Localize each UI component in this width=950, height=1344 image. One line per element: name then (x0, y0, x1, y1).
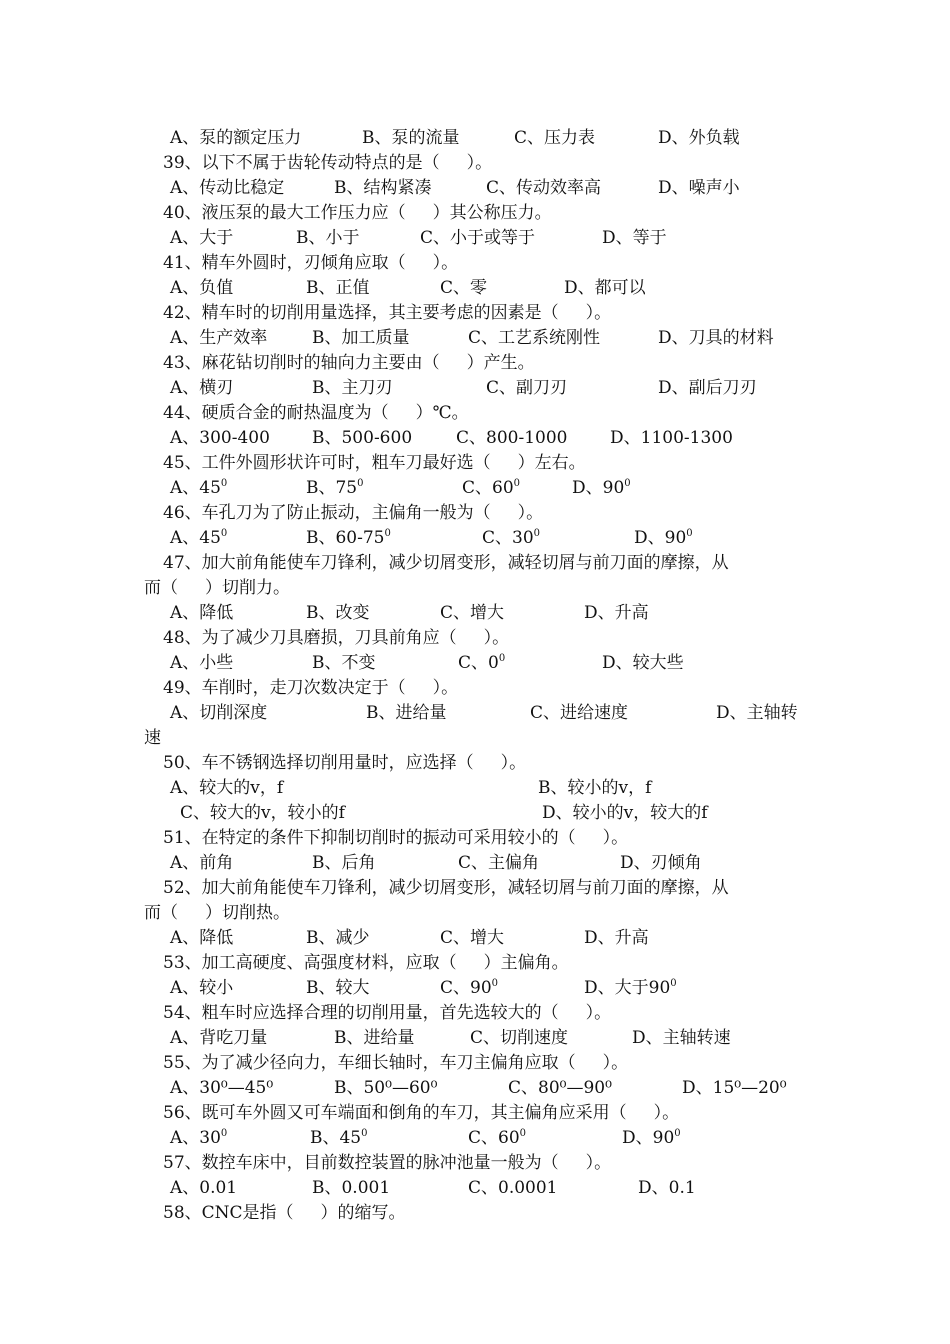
answer-option: D、$90^0$ (622, 1128, 681, 1148)
answer-option: B、后角 (312, 853, 376, 873)
answer-option: A、大于 (170, 228, 234, 248)
answer-option: A、较小 (170, 978, 234, 998)
answer-option: C、小于或等于 (420, 228, 536, 248)
answer-option: B、改变 (306, 603, 370, 623)
answer-option: A、传动比稳定 (170, 178, 285, 198)
answer-option: A、30⁰—45⁰ (170, 1078, 274, 1098)
answer-option: C、0.0001 (468, 1178, 558, 1198)
answer-option: B、加工质量 (312, 328, 410, 348)
answer-option: C、$0^0$ (458, 653, 506, 673)
answer-option: D、主轴转速 (632, 1028, 731, 1048)
answer-option: B、正值 (306, 278, 370, 298)
answer-option: A、切削深度 (170, 703, 268, 723)
answer-option: B、$45^0$ (310, 1128, 368, 1148)
degree-superscript: 0 (519, 1128, 527, 1139)
answer-option: C、$90^0$ (440, 978, 499, 998)
answer-option: A、$45^0$ (170, 528, 228, 548)
degree-superscript: 0 (384, 528, 391, 539)
answer-option: B、主刀刃 (312, 378, 393, 398)
question-text: 40、液压泵的最大工作压力应（ ）其公称压力。 (163, 203, 552, 223)
answer-option: B、较大 (306, 978, 370, 998)
question-text: 51、在特定的条件下抑制切削时的振动可采用较小的（ ）。 (163, 828, 629, 848)
answer-option: C、较大的v，较小的f (180, 803, 345, 823)
question-text: 47、加大前角能使车刀锋利，减少切屑变形，减轻切屑与前刀面的摩擦，从 (163, 553, 729, 573)
answer-option: A、前角 (170, 853, 234, 873)
answer-option: B、泵的流量 (362, 128, 460, 148)
answer-option: A、降低 (170, 928, 234, 948)
answer-option: D、$90^0$ (634, 528, 693, 548)
question-text: 46、车孔刀为了防止振动，主偏角一般为（ ）。 (163, 503, 544, 523)
question-text: 41、精车外圆时，刃倾角应取（ ）。 (163, 253, 459, 273)
answer-option: C、进给速度 (530, 703, 629, 723)
question-text: 55、为了减少径向力，车细长轴时，车刀主偏角应取（ ）。 (163, 1053, 629, 1073)
degree-superscript: 0 (674, 1128, 681, 1139)
answer-option: B、0.001 (312, 1178, 391, 1198)
answer-option: A、负值 (170, 278, 234, 298)
answer-option: D、0.1 (638, 1178, 696, 1198)
degree-superscript: 0 (220, 528, 228, 539)
answer-option: D、噪声小 (658, 178, 740, 198)
degree-superscript: 0 (498, 653, 506, 664)
answer-option: C、$60^0$ (468, 1128, 527, 1148)
question-text: 52、加大前角能使车刀锋利，减少切屑变形，减轻切屑与前刀面的摩擦，从 (163, 878, 729, 898)
degree-superscript: 0 (686, 528, 693, 539)
answer-option: D、等于 (602, 228, 667, 248)
question-text: 54、粗车时应选择合理的切削用量，首先选较大的（ ）。 (163, 1003, 612, 1023)
degree-superscript: 0 (220, 478, 228, 489)
answer-option: A、300-400 (170, 428, 270, 448)
question-text: 44、硬质合金的耐热温度为（ ）℃。 (163, 403, 469, 423)
degree-superscript: 0 (533, 528, 541, 539)
answer-option: D、15⁰—20⁰ (682, 1078, 787, 1098)
answer-option: C、副刀刃 (486, 378, 568, 398)
question-text: 56、既可车外圆又可车端面和倒角的车刀，其主偏角应采用（ ）。 (163, 1103, 680, 1123)
question-text: 42、精车时的切削用量选择，其主要考虑的因素是（ ）。 (163, 303, 612, 323)
answer-option: B、50⁰—60⁰ (334, 1078, 438, 1098)
answer-option: A、小些 (170, 653, 234, 673)
question-text: 49、车削时，走刀次数决定于（ ）。 (163, 678, 459, 698)
answer-option: C、零 (440, 278, 488, 298)
answer-option: B、$60-75^0$ (306, 528, 391, 548)
answer-option: B、减少 (306, 928, 370, 948)
answer-option: D、副后刀刃 (658, 378, 757, 398)
answer-option: C、工艺系统刚性 (468, 328, 601, 348)
answer-option: A、横刃 (170, 378, 234, 398)
answer-option: B、500-600 (312, 428, 413, 448)
question-text: 53、加工高硬度、高强度材料，应取（ ）主偏角。 (163, 953, 569, 973)
question-text: 43、麻花钻切削时的轴向力主要由（ ）产生。 (163, 353, 535, 373)
answer-option: D、较小的v，较大的f (542, 803, 708, 823)
answer-option: A、0.01 (170, 1178, 238, 1198)
answer-option: D、1100-1300 (610, 428, 733, 448)
question-text: 39、以下不属于齿轮传动特点的是（ ）。 (163, 153, 493, 173)
degree-superscript: 0 (357, 478, 364, 489)
answer-option: C、$60^0$ (462, 478, 521, 498)
answer-option: A、降低 (170, 603, 234, 623)
answer-option: D、$90^0$ (572, 478, 631, 498)
answer-option: C、切削速度 (470, 1028, 569, 1048)
degree-superscript: 0 (624, 478, 631, 489)
degree-superscript: 0 (670, 978, 677, 989)
answer-option: C、主偏角 (458, 853, 540, 873)
answer-option: C、传动效率高 (486, 178, 602, 198)
degree-superscript: 0 (220, 1128, 228, 1139)
answer-option: D、刀具的材料 (658, 328, 774, 348)
answer-option: D、大于$90^0$ (584, 978, 677, 998)
question-continuation: 而（ ）切削力。 (144, 578, 291, 598)
degree-superscript: 0 (361, 1128, 368, 1139)
answer-option: C、800-1000 (456, 428, 568, 448)
answer-option: B、不变 (312, 653, 376, 673)
answer-option: D、都可以 (564, 278, 646, 298)
degree-superscript: 0 (513, 478, 521, 489)
answer-option: C、80⁰—90⁰ (508, 1078, 612, 1098)
question-continuation: 而（ ）切削热。 (144, 903, 291, 923)
answer-option: D、升高 (584, 928, 649, 948)
answer-option: B、较小的v，f (538, 778, 652, 798)
answer-option: A、$45^0$ (170, 478, 228, 498)
answer-option: B、进给量 (334, 1028, 415, 1048)
answer-option: B、结构紧凑 (334, 178, 432, 198)
answer-option: B、$75^0$ (306, 478, 364, 498)
answer-option: B、进给量 (366, 703, 447, 723)
answer-option: A、生产效率 (170, 328, 268, 348)
answer-option: C、压力表 (514, 128, 596, 148)
answer-option: D、较大些 (602, 653, 684, 673)
answer-option: A、泵的额定压力 (170, 128, 302, 148)
answer-option: D、外负载 (658, 128, 740, 148)
question-text: 45、工件外圆形状许可时，粗车刀最好选（ ）左右。 (163, 453, 586, 473)
question-text: 50、车不锈钢选择切削用量时，应选择（ ）。 (163, 753, 527, 773)
answer-option: C、增大 (440, 928, 505, 948)
question-text: 57、数控车床中，目前数控装置的脉冲池量一般为（ ）。 (163, 1153, 612, 1173)
answer-option: C、增大 (440, 603, 505, 623)
answer-option: A、背吃刀量 (170, 1028, 268, 1048)
degree-superscript: 0 (491, 978, 499, 989)
answer-option: D、主轴转 (716, 703, 798, 723)
answer-option: C、$30^0$ (482, 528, 541, 548)
answer-option: D、刃倾角 (620, 853, 702, 873)
answer-option: B、小于 (296, 228, 360, 248)
question-text: 48、为了减少刀具磨损，刀具前角应（ ）。 (163, 628, 510, 648)
answer-option: D、升高 (584, 603, 649, 623)
answer-option: A、较大的v，f (170, 778, 284, 798)
answer-option: A、$30^0$ (170, 1128, 228, 1148)
question-continuation: 速 (144, 728, 161, 748)
question-text: 58、CNC是指（ ）的缩写。 (163, 1203, 406, 1223)
